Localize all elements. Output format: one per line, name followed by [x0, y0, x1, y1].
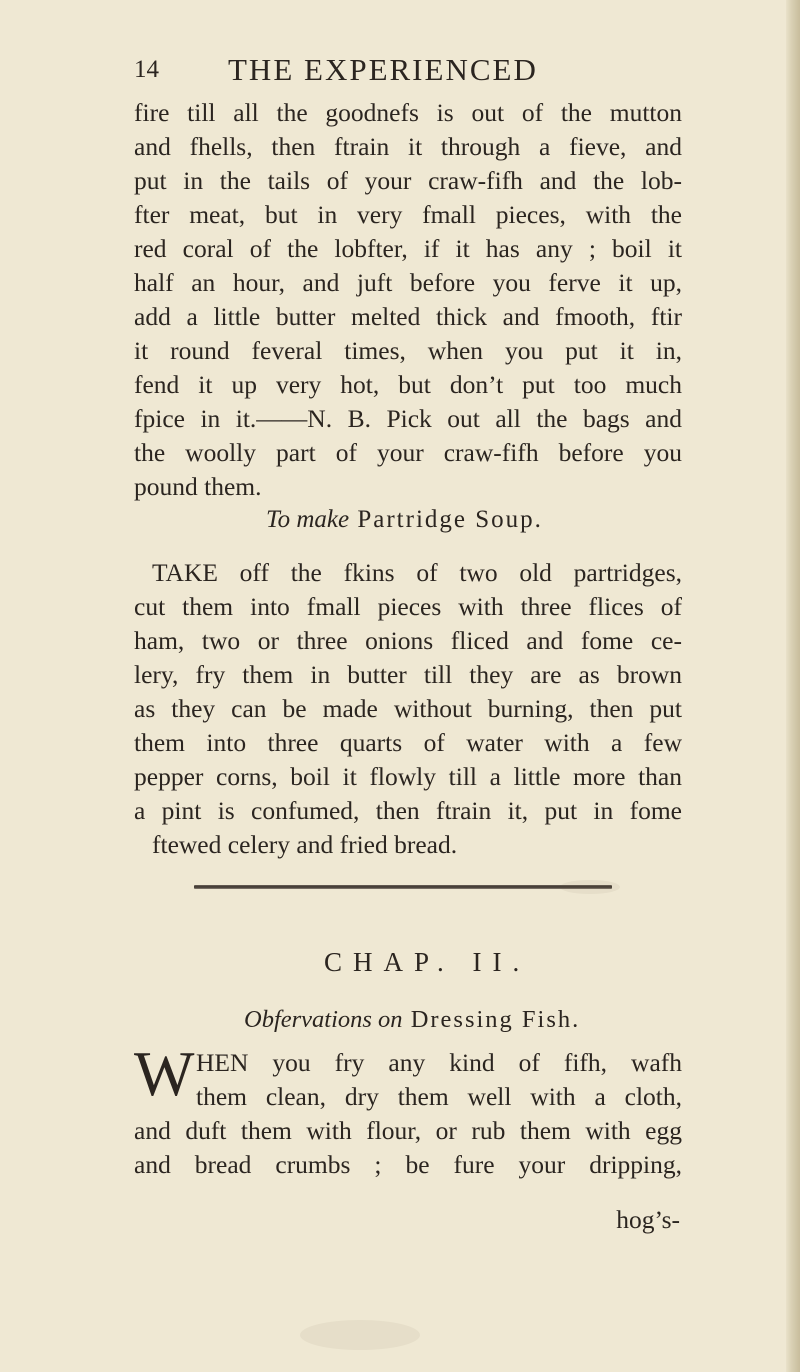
recipe-line: a pint is confumed, then ftrain it, put in fome [134, 796, 682, 825]
body-line: and fhells, then ftrain it through a fieve, and [134, 132, 682, 161]
body-line: fter meat, but in very fmall pieces, with the [134, 200, 682, 229]
body-line: put in the tails of your craw-fifh and the lob- [134, 166, 682, 195]
body-line: add a little butter melted thick and fmooth, ftir [134, 302, 682, 331]
recipe-line: them into three quarts of water with a few [134, 728, 682, 757]
chapter-line: and duft them with flour, or rub them with egg [134, 1116, 682, 1145]
running-title: THE EXPERIENCED [228, 52, 538, 87]
body-line: fire till all the goodnefs is out of the mutton [134, 98, 682, 127]
paper-smudge [560, 880, 620, 894]
chapter-line: them clean, dry them well with a cloth, [196, 1082, 682, 1111]
recipe-line: pepper corns, boil it flowly till a little more than [134, 762, 682, 791]
page-edge [786, 0, 800, 1372]
chapter-line: HEN you fry any kind of fifh, wafh [196, 1048, 682, 1077]
body-line: pound them. [134, 472, 262, 501]
recipe-line: ham, two or three onions fliced and fome ce- [134, 626, 682, 655]
recipe-line: lery, fry them in butter till they are as brown [134, 660, 682, 689]
recipe-line: ftewed celery and fried bread. [152, 830, 458, 859]
recipe-line: cut them into fmall pieces with three flices of [134, 592, 682, 621]
body-line: half an hour, and juft before you ferve it up, [134, 268, 682, 297]
recipe-heading-title: Partridge Soup. [357, 506, 543, 533]
chapter-subtitle-prefix: Obfervations on [244, 1006, 403, 1033]
paper-smudge [300, 1320, 420, 1350]
running-head [134, 52, 654, 92]
body-line: red coral of the lobfter, if it has any ; boil it [134, 234, 682, 263]
drop-cap: W [134, 1038, 195, 1109]
chapter-subtitle [244, 1006, 684, 1034]
section-rule [194, 885, 612, 889]
body-line: fend it up very hot, but don’t put too much [134, 370, 682, 399]
chapter-title: CHAP. II. [324, 947, 531, 977]
body-line: it round feveral times, when you put it in, [134, 336, 682, 365]
body-line: the woolly part of your craw-fifh before you [134, 438, 682, 467]
body-line: fpice in it.——N. B. Pick out all the bags and [134, 404, 682, 433]
page-number: 14 [134, 56, 159, 83]
chapter-subtitle-title: Dressing Fish. [410, 1006, 581, 1033]
chapter-line: and bread crumbs ; be fure your dripping, [134, 1150, 682, 1179]
recipe-heading [266, 506, 666, 534]
recipe-line: TAKE off the fkins of two old partridges, [152, 558, 682, 587]
catchword: hog’s- [616, 1205, 680, 1234]
recipe-line: as they can be made without burning, then put [134, 694, 682, 723]
recipe-heading-prefix: To make [266, 506, 350, 533]
